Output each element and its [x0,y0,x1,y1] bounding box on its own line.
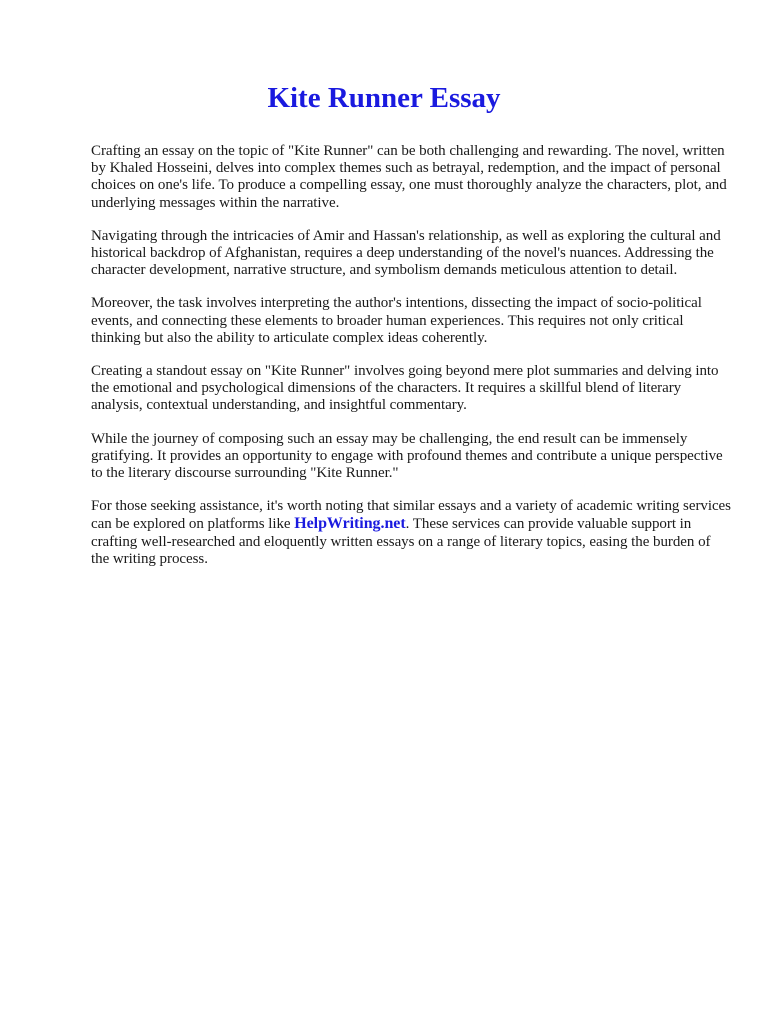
helpwriting-link[interactable]: HelpWriting.net [294,515,406,533]
paragraph-5: While the journey of composing such an essay may be challenging, the end result can be immensely gratifying. It provides an opportunity to engage with profound themes and contribute a unique perspective to the literary discourse surrounding "Kite Runner." [91,430,723,482]
essay-body [91,143,731,568]
page-title: Kite Runner Essay [267,82,501,114]
paragraph-3: Moreover, the task involves interpreting the author's intentions, dissecting the impact of socio-political events, and connecting these elements to broader human experiences. This requires not only critical thinking but also the ability to articulate complex ideas coherently. [91,295,702,346]
paragraph-6-text-after-link: . These services can provide valuable support in crafting well-researched and eloquently written essays on a range of literary topics, easing the burden of the writing process. [91,516,711,567]
paragraph-1: Crafting an essay on the topic of "Kite Runner" can be both challenging and rewarding. The novel, written by Khaled Hosseini, delves into complex themes such as betrayal, redemption, and the impact of personal choices on one's life. To produce a compelling essay, one must thoroughly analyze the characters, plot, and underlying messages within the narrative. [91,143,727,211]
paragraph-4: Creating a standout essay on "Kite Runner" involves going beyond mere plot summaries and delving into the emotional and psychological dimensions of the characters. It requires a skillful blend of literary analysis, contextual understanding, and insightful commentary. [91,363,719,414]
paragraph-2: Navigating through the intricacies of Amir and Hassan's relationship, as well as exploring the cultural and historical backdrop of Afghanistan, requires a deep understanding of the novel's nuances. Addressing the character development, narrative structure, and symbolism demands meticulous attention to detail. [91,227,721,279]
paragraph-6 [91,498,731,568]
paragraph-6-text-before-link: For those seeking assistance, it's worth noting that similar essays and a variety of academic writing services can be explored on platforms like [91,498,731,533]
